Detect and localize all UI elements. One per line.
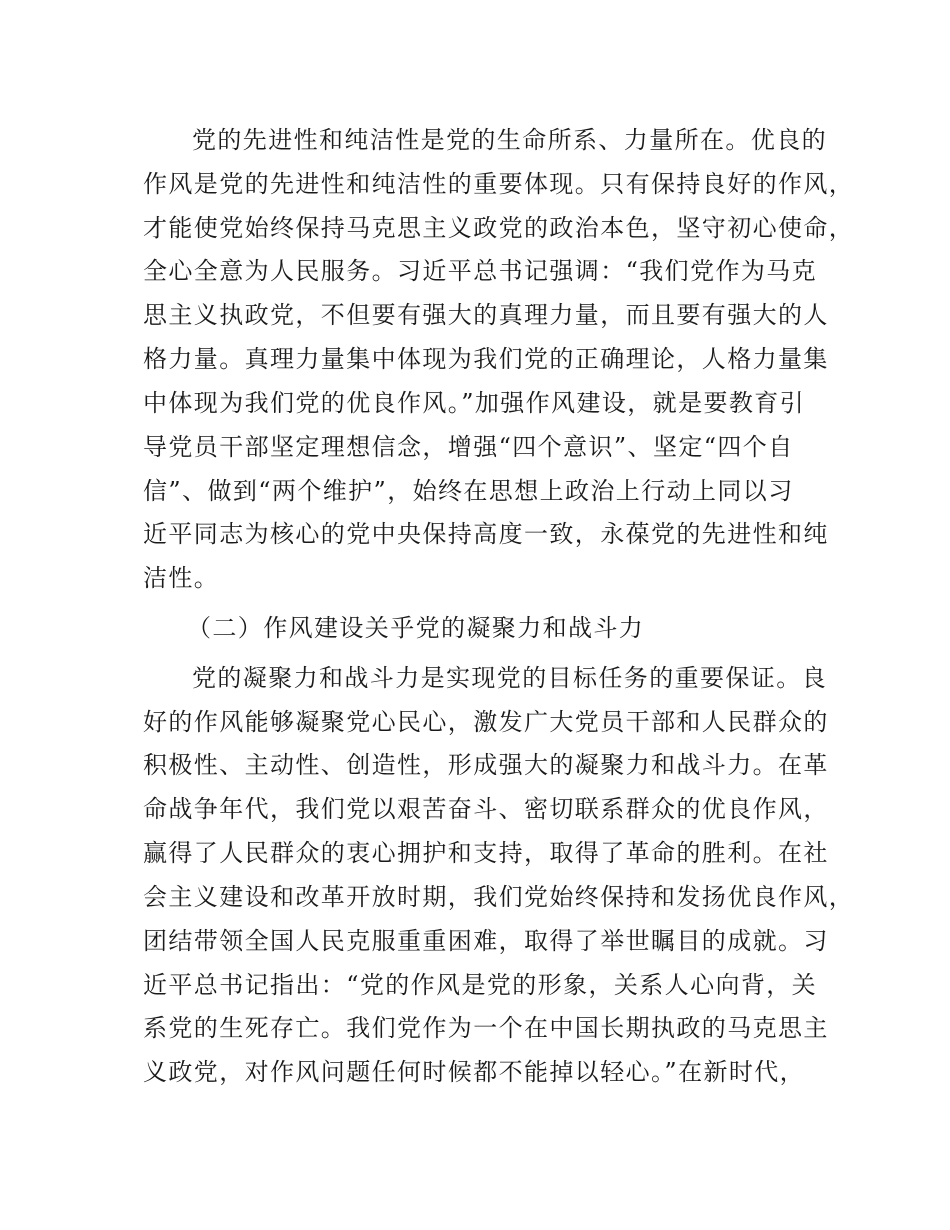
paragraph-2-line: 会主义建设和改革开放时期，我们党始终保持和发扬优良作风， (143, 883, 855, 911)
paragraph-1-line: 格力量。真理力量集中体现为我们党的正确理论，人格力量集 (143, 345, 829, 373)
paragraph-2-line: 积极性、主动性、创造性，形成强大的凝聚力和战斗力。在革 (143, 751, 829, 779)
paragraph-1-line: 近平同志为核心的党中央保持高度一致，永葆党的先进性和纯 (143, 520, 829, 548)
paragraph-2-line: 近平总书记指出：“党的作风是党的形象，关系人心向背，关 (143, 971, 818, 999)
paragraph-1-line: 才能使党始终保持马克思主义政党的政治本色，坚守初心使命， (143, 214, 855, 242)
paragraph-1-line: 洁性。 (143, 564, 220, 592)
paragraph-2-line: 赢得了人民群众的衷心拥护和支持，取得了革命的胜利。在社 (143, 839, 829, 867)
paragraph-1-line: 中体现为我们党的优良作风。”加强作风建设，就是要教育引 (143, 389, 806, 417)
paragraph-1-line: 党的先进性和纯洁性是党的生命所系、力量所在。优良的 (192, 126, 827, 154)
paragraph-2-line: 命战争年代，我们党以艰苦奋斗、密切联系群众的优良作风， (143, 795, 829, 823)
paragraph-2-line: 系党的生死存亡。我们党作为一个在中国长期执政的马克思主 (143, 1014, 829, 1042)
paragraph-1-line: 思主义执政党，不但要有强大的真理力量，而且要有强大的人 (143, 301, 829, 329)
paragraph-1-line: 作风是党的先进性和纯洁性的重要体现。只有保持良好的作风， (143, 170, 855, 198)
paragraph-2-line: 义政党，对作风问题任何时候都不能掉以轻心。”在新时代， (143, 1058, 806, 1086)
paragraph-2-line: 党的凝聚力和战斗力是实现党的目标任务的重要保证。良 (192, 664, 827, 692)
paragraph-2-line: 团结带领全国人民克服重重困难，取得了举世瞩目的成就。习 (143, 927, 829, 955)
paragraph-2-line: 好的作风能够凝聚党心民心，激发广大党员干部和人民群众的 (143, 708, 829, 736)
paragraph-1-line: 全心全意为人民服务。习近平总书记强调：“我们党作为马克 (143, 257, 818, 285)
paragraph-1-line: 信”、做到“两个维护”，始终在思想上政治上行动上同以习 (143, 477, 794, 505)
paragraph-1-line: 导党员干部坚定理想信念，增强“四个意识”、坚定“四个自 (143, 433, 794, 461)
section-heading: （二）作风建设关乎党的凝聚力和战斗力 (187, 614, 645, 642)
